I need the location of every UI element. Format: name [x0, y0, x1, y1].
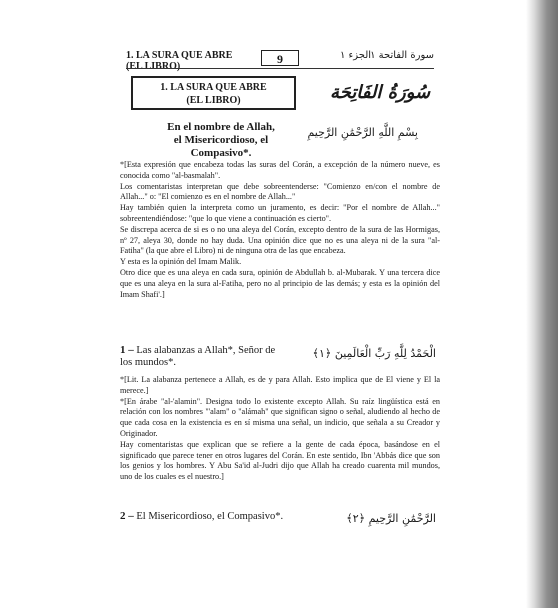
page-edge-shadow	[526, 0, 558, 608]
commentary-paragraph: *[Lit. La alabanza pertenece a Allah, es de y para Allah. Esto implica que de El viene y El la merece.]	[120, 375, 440, 395]
sura-calligraphy: سُورَةُ الفَاتِحَة	[330, 82, 431, 103]
verse-text: El Misericordioso, el Compasivo*.	[136, 511, 284, 522]
header-rule	[126, 68, 434, 69]
header-title-line1: 1. LA SURA QUE ABRE	[126, 50, 233, 61]
commentary-paragraph: Y esta es la opinión del Imam Malik.	[120, 257, 242, 267]
commentary-paragraph: Hay comentaristas que explican que se refiere a la gente de cada época, basándose en el significado que parece tener en otros lugares del Corán. En este sentido, Ibn 'Abbás dice que son los genios y los hombres. Y Abu Sa'id al-Judri dijo que Allah ha creado cuarenta mil mundos, uno de los cuales es el nuestro.]	[120, 439, 440, 482]
verse-number: 2 –	[120, 510, 134, 522]
commentary-paragraph: Hay también quien la interpreta como un juramento, es decir: "Por el nombre de Allah..." sobreentendiéndose: "que lo que viene a continuación es cierto".	[120, 203, 440, 223]
verse-text: los mundos*.	[120, 357, 177, 368]
verse-1-arabic: الْحَمْدُ لِلَّهِ رَبِّ الْعَالَمِينَ ﴿١﴾	[312, 347, 436, 360]
commentary-paragraph: *[En árabe "al-'alamin". Designa todo lo existente excepto Allah. Su raíz lingüística está en relación con los nombres "'alam" o "alámah" que significan signo o señal, aludiendo al hecho de que cada cosa en la existencia es en sí misma una señal, un indicio, que señala a su Creador y Originador.	[120, 396, 440, 438]
basmalah-arabic: بِسْمِ اللَّهِ الرَّحْمَٰنِ الرَّحِيمِ	[307, 126, 418, 139]
page-number: 9	[261, 50, 299, 66]
commentary-paragraph: Se discrepa acerca de si es o no una aleya del Corán, excepto dentro de la sura de las Hormigas, nº 27, aleya 30, donde no hay duda. Una opinión dice que no es una aleya ni de la sura "al-Fatiha" (la que abre el Libro) ni de ninguna otra de las que encabeza.	[120, 224, 440, 256]
sura-title-line2: (EL LIBRO)	[186, 95, 241, 106]
sura-title-box	[131, 76, 296, 110]
verse-text: Las alabanzas a Allah*, Señor de	[136, 345, 276, 356]
basmalah-commentary	[120, 160, 440, 300]
verse-number: 1 –	[120, 344, 134, 356]
verse-1-commentary	[120, 375, 440, 483]
basmalah-line2: el Misericordioso, el Compasivo*.	[173, 134, 269, 159]
header-juz-arabic: الجزء ١	[340, 50, 372, 61]
basmalah-translation	[146, 121, 296, 160]
commentary-paragraph: *[Esta expresión que encabeza todas las suras del Corán, a excepción de la número nueve, es conocida como "al-basmalah".	[120, 160, 440, 180]
header-sura-arabic: سورة الفاتحة ١	[370, 50, 434, 61]
verse-1	[120, 344, 300, 369]
sura-title-line1: 1. LA SURA QUE ABRE	[160, 82, 267, 93]
verse-2-arabic: الرَّحْمَٰنِ الرَّحِيمِ ﴿٢﴾	[346, 512, 436, 525]
commentary-paragraph: Otro dice que es una aleya en cada sura, opinión de Abdullah b. al-Mubarak. Y una tercera dice que es una aleya en la sura al-Fatiha, pero no al principio de las demás; y esta es la opinión del Imam Shafi'.]	[120, 267, 440, 299]
header-title-line2: (EL LIBRO)	[126, 61, 181, 72]
verse-2	[120, 510, 310, 523]
running-header	[126, 50, 434, 72]
basmalah-line1: En el nombre de Allah,	[167, 121, 275, 133]
commentary-paragraph: Los comentaristas interpretan que debe sobreentenderse: "Comienzo en/con el nombre de Allah..." o: "El comienzo es en el nombre de Allah..."	[120, 181, 440, 202]
